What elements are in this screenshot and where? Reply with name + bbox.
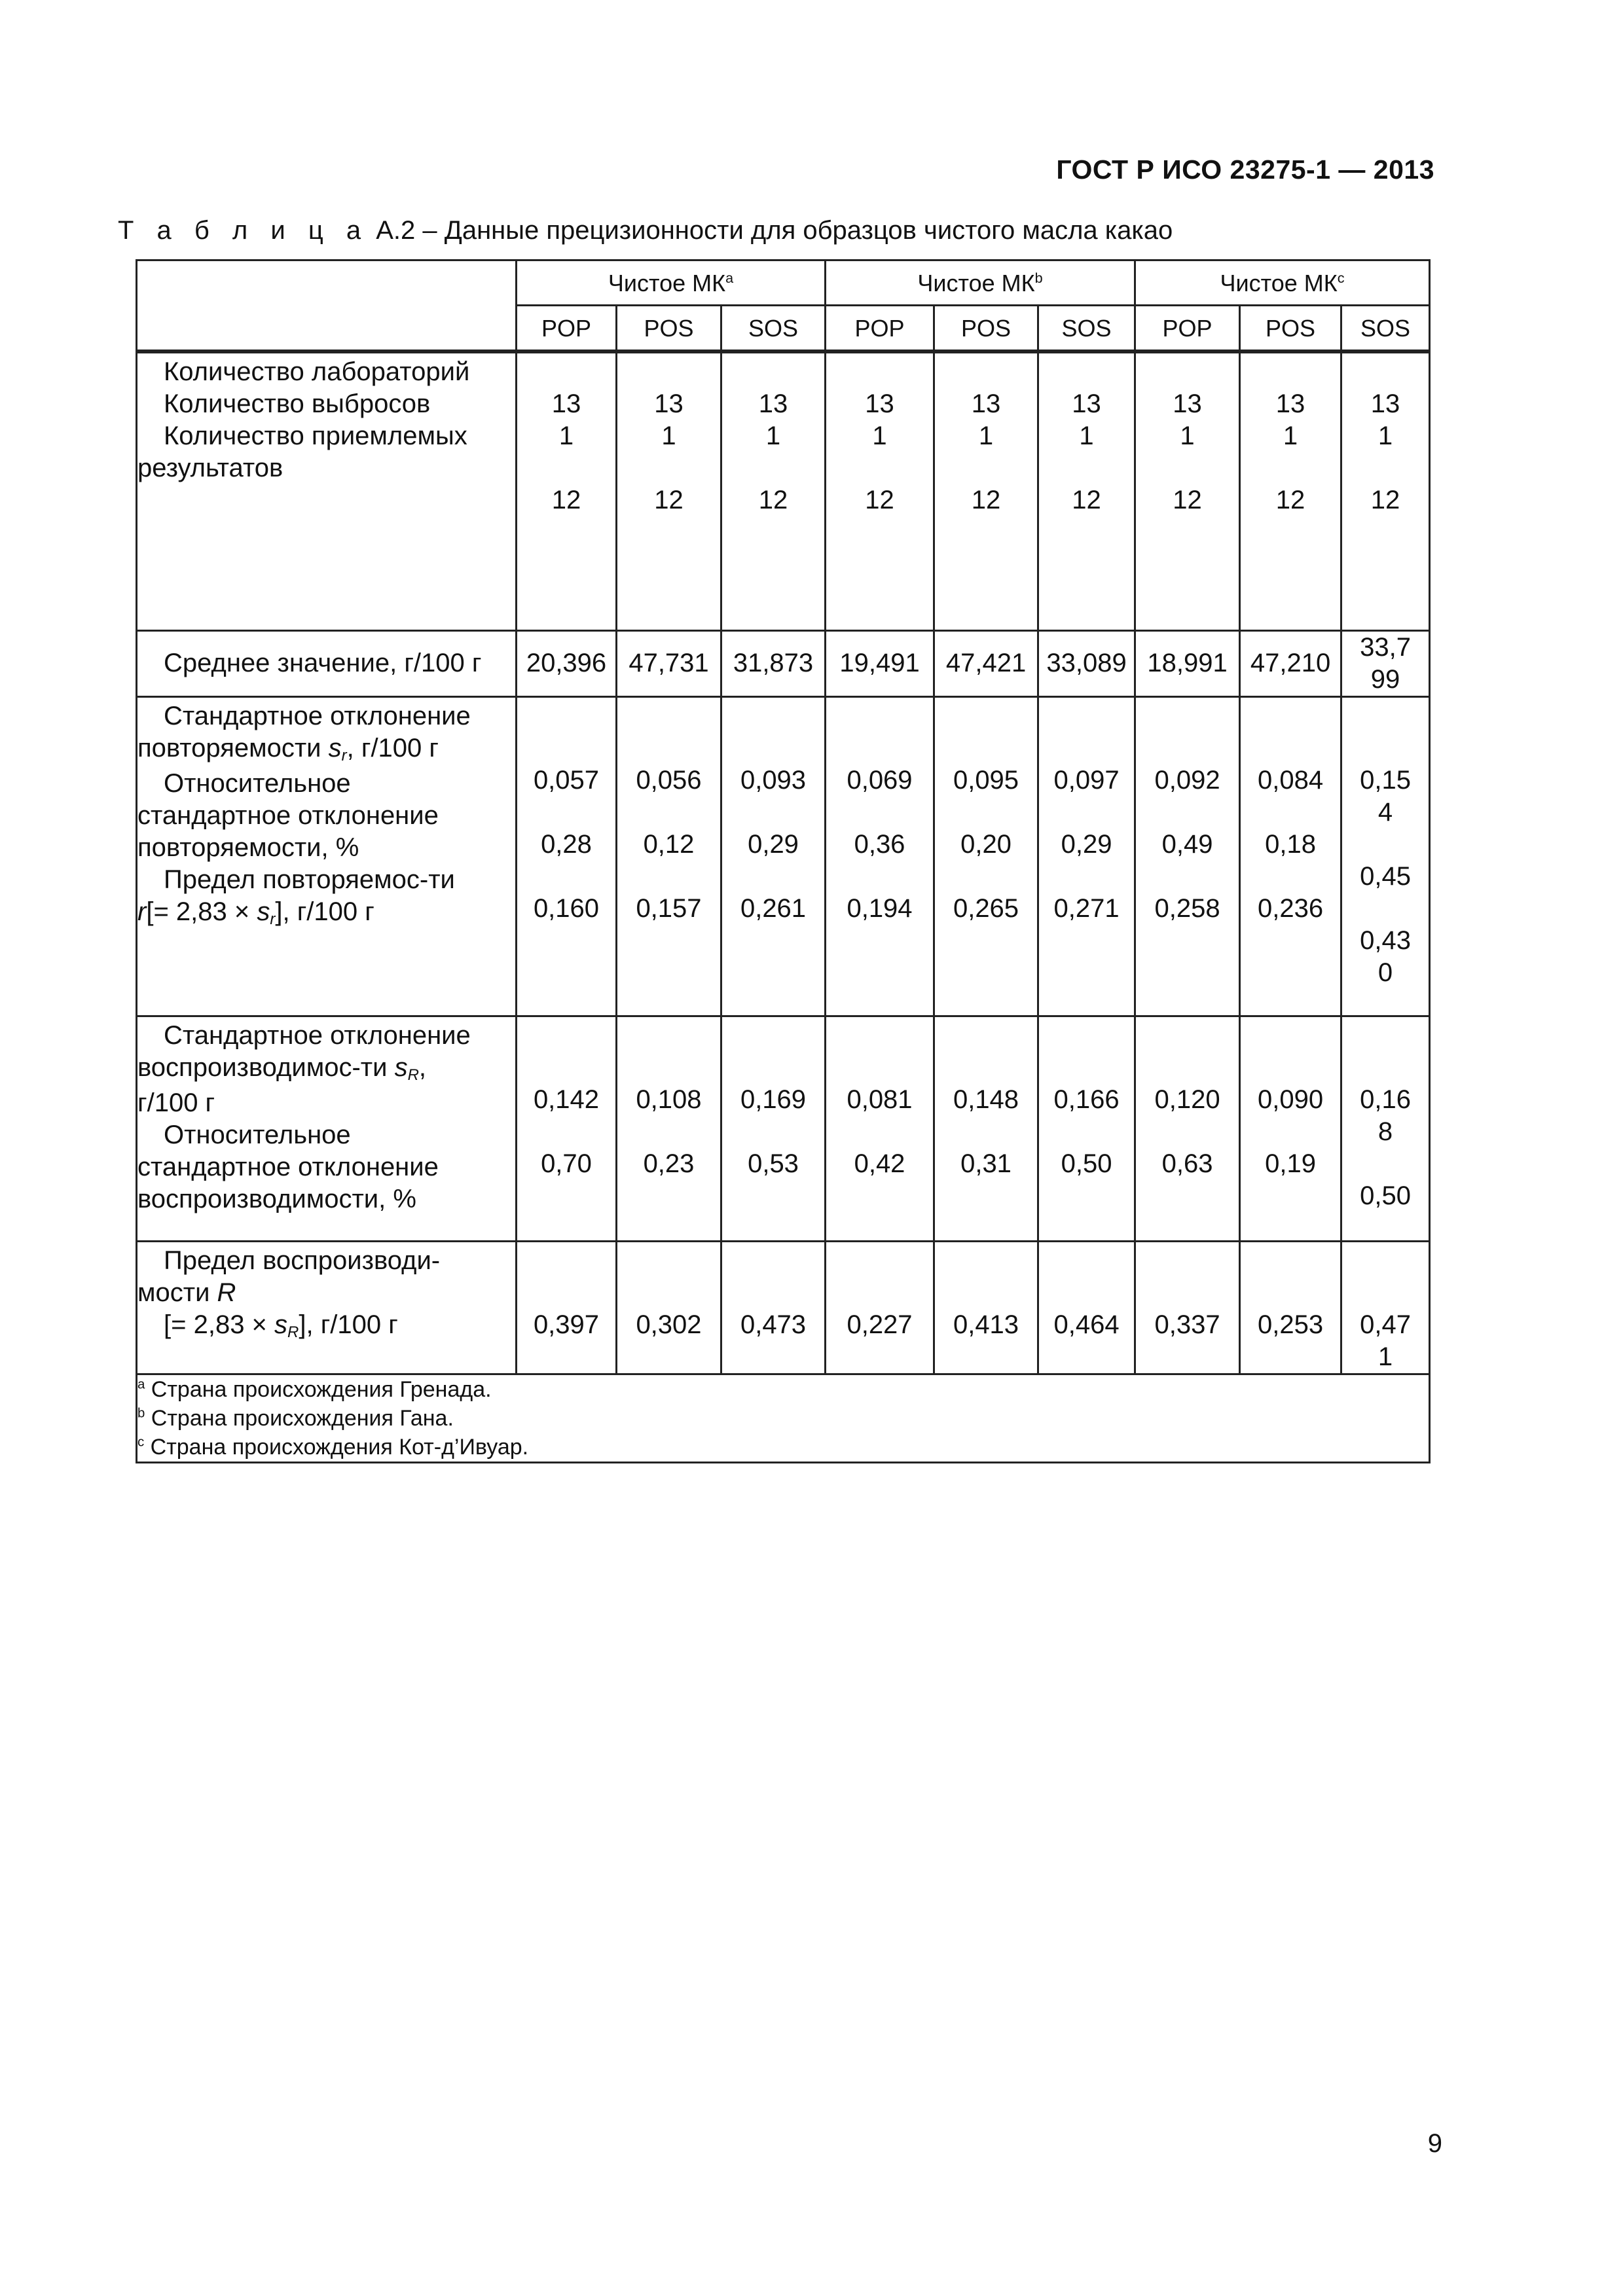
row-label-line: Среднее значение, г/100 г <box>164 649 482 677</box>
label-fragment: ], г/100 г <box>299 1310 398 1339</box>
row-label-line <box>137 1277 515 1309</box>
table-cell <box>517 1241 617 1374</box>
cell-value: 12 <box>1072 486 1101 514</box>
cell-value: 13 <box>1173 389 1202 418</box>
cell-value: 1 <box>1283 422 1298 450</box>
table-cell <box>1135 1241 1240 1374</box>
table-cell <box>934 351 1038 630</box>
symbol-sub: r <box>341 746 347 764</box>
table-cell <box>1135 630 1240 696</box>
cell-value: 0,148 <box>953 1085 1019 1114</box>
footnote <box>137 1404 1429 1433</box>
header-corner <box>137 260 517 352</box>
table-cell <box>1240 630 1341 696</box>
cell-value: 47,421 <box>945 649 1027 677</box>
header-row-groups <box>137 260 1430 306</box>
cell-value: 12 <box>865 486 894 514</box>
cell-gap <box>1039 452 1134 484</box>
table-cell <box>1341 696 1430 1016</box>
subcol-header: SOS <box>1038 306 1135 352</box>
cell-value: 0,53 <box>748 1149 799 1178</box>
table-cell <box>517 696 617 1016</box>
cell-value: 0,23 <box>643 1149 695 1178</box>
group-header-a-sup: a <box>725 269 734 286</box>
row-label-line: Предел повторяемос-ти <box>164 865 455 894</box>
table-cell <box>934 1241 1038 1374</box>
table-cell <box>1240 1241 1341 1374</box>
cell-gap <box>517 452 615 484</box>
label-fragment: , г/100 г <box>346 733 439 762</box>
cell-value: 99 <box>1370 664 1400 694</box>
cell-value: 1 <box>872 422 887 450</box>
cell-gap <box>935 452 1037 484</box>
table-cell <box>934 630 1038 696</box>
row-label-reproducibility <box>137 1016 517 1241</box>
table-cell <box>826 696 934 1016</box>
cell-value: 0,253 <box>1257 1310 1324 1339</box>
cell-value: 47,731 <box>629 649 709 677</box>
symbol-sub: R <box>287 1323 299 1341</box>
cell-value: 0,42 <box>854 1149 905 1178</box>
footnote <box>137 1433 1429 1462</box>
symbol-s: s <box>257 897 270 926</box>
cell-value: 0,397 <box>533 1310 600 1339</box>
cell-gap <box>826 861 933 893</box>
cell-value: 0,47 <box>1360 1310 1411 1339</box>
table-cell <box>1038 630 1135 696</box>
table-caption-prefix: Т а б л и ц а <box>118 216 369 245</box>
cell-value: 0,090 <box>1257 1085 1324 1114</box>
cell-gap <box>826 1116 933 1148</box>
row-label-line <box>137 1309 515 1344</box>
cell-value: 0,258 <box>1154 893 1220 923</box>
symbol-sub: R <box>407 1066 419 1084</box>
cell-value: 0,160 <box>533 893 600 923</box>
cell-value: 19,491 <box>839 649 920 677</box>
cell-gap <box>1241 452 1340 484</box>
cell-gap <box>935 797 1037 829</box>
cell-value: 1 <box>1377 422 1393 450</box>
table-cell <box>1240 696 1341 1016</box>
group-header-c <box>1135 260 1430 306</box>
cell-gap <box>722 452 824 484</box>
cell-gap <box>1241 797 1340 829</box>
cell-value: 0,157 <box>636 893 702 923</box>
cell-value: 0,069 <box>847 765 913 795</box>
table-cell <box>826 351 934 630</box>
cell-gap <box>617 797 720 829</box>
table-cell <box>934 1016 1038 1241</box>
cell-value: 0,084 <box>1257 765 1324 795</box>
cell-value: 0,081 <box>847 1085 913 1114</box>
group-header-a-label: Чистое МК <box>608 269 726 296</box>
label-fragment: , <box>418 1052 427 1082</box>
subcol-header: POS <box>1240 306 1341 352</box>
cell-value: 0,15 <box>1360 765 1411 795</box>
row-label-line: Относительное <box>164 1120 351 1149</box>
row-label-labs <box>137 351 517 630</box>
cell-gap <box>722 797 824 829</box>
table-cell <box>721 1016 826 1241</box>
table-row-labs <box>137 351 1430 630</box>
table-row-repro-limit <box>137 1241 1430 1374</box>
cell-gap <box>1039 861 1134 893</box>
cell-value: 13 <box>1275 389 1305 418</box>
table-cell <box>617 696 721 1016</box>
table-cell <box>517 1016 617 1241</box>
table-cell <box>1240 351 1341 630</box>
cell-value: 0,28 <box>541 829 592 859</box>
footnote-text: Страна происхождения Гренада. <box>145 1376 492 1402</box>
table-row-footnotes <box>137 1374 1430 1462</box>
table-row-mean <box>137 630 1430 696</box>
row-label-line: Стандартное отклонение <box>164 701 471 730</box>
table-cell <box>617 630 721 696</box>
row-label-repro-limit <box>137 1241 517 1374</box>
cell-value: 0,16 <box>1360 1085 1411 1114</box>
table-cell <box>1038 696 1135 1016</box>
document-id: ГОСТ Р ИСО 23275-1 — 2013 <box>1056 154 1434 185</box>
row-label-line: результатов <box>137 454 283 482</box>
row-label-line <box>137 1052 515 1087</box>
row-label-line: воспроизводимости, % <box>137 1184 416 1213</box>
cell-value: 13 <box>1072 389 1101 418</box>
cell-value: 13 <box>654 389 684 418</box>
cell-gap <box>1136 1116 1239 1148</box>
precision-table <box>136 259 1431 1463</box>
row-label-line: повторяемости, % <box>137 833 359 862</box>
row-label-line: г/100 г <box>137 1088 215 1117</box>
group-header-b-sup: b <box>1034 269 1043 286</box>
footnote <box>137 1375 1429 1404</box>
subcol-header: POP <box>1135 306 1240 352</box>
table-cell <box>1038 351 1135 630</box>
cell-value: 0,227 <box>847 1310 913 1339</box>
table-cell <box>1341 630 1430 696</box>
cell-value: 1 <box>978 422 994 450</box>
cell-value: 0,265 <box>953 893 1019 923</box>
table-cell <box>1135 1016 1240 1241</box>
table-cell <box>1135 351 1240 630</box>
cell-value: 0,271 <box>1053 893 1120 923</box>
row-label-line: Количество приемлемых <box>164 422 467 450</box>
cell-value: 12 <box>1370 486 1400 514</box>
page-number: 9 <box>1427 2129 1442 2158</box>
cell-gap <box>826 452 933 484</box>
cell-value: 0,413 <box>953 1310 1019 1339</box>
group-header-b <box>826 260 1135 306</box>
cell-value: 12 <box>971 486 1001 514</box>
subcol-header: POS <box>617 306 721 352</box>
cell-value: 0,097 <box>1053 765 1120 795</box>
cell-value: 0 <box>1377 958 1393 987</box>
footnote-marker: a <box>137 1377 145 1392</box>
row-label-mean <box>137 630 517 696</box>
cell-gap <box>1136 452 1239 484</box>
cell-value: 0,092 <box>1154 765 1220 795</box>
table-cell <box>826 1016 934 1241</box>
label-fragment: повторяемости <box>137 733 329 762</box>
table-cell <box>617 1016 721 1241</box>
cell-value: 13 <box>551 389 581 418</box>
label-fragment: ], г/100 г <box>275 897 374 926</box>
cell-value: 31,873 <box>733 649 814 677</box>
cell-value: 18,991 <box>1147 649 1228 677</box>
row-label-repeatability <box>137 696 517 1016</box>
table-cell <box>1038 1241 1135 1374</box>
cell-value: 47,210 <box>1250 649 1331 677</box>
cell-value: 1 <box>1180 422 1195 450</box>
cell-value: 4 <box>1377 797 1393 827</box>
table-cell <box>1341 1241 1430 1374</box>
cell-value: 0,29 <box>748 829 799 859</box>
cell-value: 13 <box>1370 389 1400 418</box>
symbol-sub: r <box>270 910 276 928</box>
cell-value: 0,49 <box>1161 829 1213 859</box>
footnote-text: Страна происхождения Гана. <box>145 1405 454 1431</box>
table-cell <box>617 351 721 630</box>
subcol-header: POP <box>826 306 934 352</box>
table-cell <box>721 351 826 630</box>
cell-value: 0,108 <box>636 1085 702 1114</box>
group-header-c-label: Чистое МК <box>1220 269 1338 296</box>
table-cell <box>721 696 826 1016</box>
row-label-line <box>137 732 515 768</box>
footnote-text: Страна происхождения Кот-д’Ивуар. <box>144 1434 529 1460</box>
cell-gap <box>1241 1116 1340 1148</box>
cell-value: 12 <box>551 486 581 514</box>
table-cell <box>1135 696 1240 1016</box>
subcol-header: SOS <box>721 306 826 352</box>
subcol-header: POS <box>934 306 1038 352</box>
cell-value: 0,166 <box>1053 1085 1120 1114</box>
cell-value: 0,302 <box>636 1310 702 1339</box>
cell-gap <box>1342 829 1429 861</box>
cell-value: 0,20 <box>960 829 1012 859</box>
cell-value: 0,473 <box>740 1310 807 1339</box>
table-caption-text: А.2 – Данные прецизионности для образцов чистого масла какао <box>376 216 1173 245</box>
cell-gap <box>826 797 933 829</box>
footnote-marker: b <box>137 1406 145 1421</box>
symbol-R: R <box>217 1278 236 1307</box>
table-cell <box>1341 351 1430 630</box>
cell-gap <box>1136 797 1239 829</box>
cell-value: 1 <box>1079 422 1094 450</box>
cell-value: 0,056 <box>636 765 702 795</box>
cell-value: 13 <box>865 389 894 418</box>
cell-gap <box>617 1116 720 1148</box>
table-cell <box>1038 1016 1135 1241</box>
cell-value: 0,50 <box>1061 1149 1112 1178</box>
cell-gap <box>517 797 615 829</box>
cell-value: 0,43 <box>1360 925 1411 955</box>
symbol-s: s <box>394 1052 408 1082</box>
cell-value: 12 <box>1275 486 1305 514</box>
cell-value: 1 <box>1377 1342 1393 1371</box>
cell-value: 1 <box>558 422 574 450</box>
cell-value: 1 <box>661 422 676 450</box>
symbol-r: r <box>137 897 147 926</box>
cell-gap <box>1342 1148 1429 1180</box>
table-cell <box>617 1241 721 1374</box>
symbol-s: s <box>274 1310 288 1339</box>
table-cell <box>721 1241 826 1374</box>
cell-value: 0,095 <box>953 765 1019 795</box>
cell-value: 0,19 <box>1265 1149 1316 1178</box>
cell-value: 0,261 <box>740 893 807 923</box>
row-label-line: Количество лабораторий <box>164 357 470 386</box>
cell-value: 0,464 <box>1053 1310 1120 1339</box>
group-header-c-sup: c <box>1337 269 1345 286</box>
cell-value: 0,50 <box>1360 1181 1411 1210</box>
cell-value: 12 <box>1173 486 1202 514</box>
table-cell <box>721 630 826 696</box>
cell-gap <box>935 861 1037 893</box>
table-cell <box>1240 1016 1341 1241</box>
cell-value: 0,057 <box>533 765 600 795</box>
footnote-marker: c <box>137 1435 145 1450</box>
cell-gap <box>935 1116 1037 1148</box>
cell-value: 0,093 <box>740 765 807 795</box>
label-fragment: воспроизводимос-ти <box>137 1052 395 1082</box>
cell-gap <box>1342 452 1429 484</box>
cell-value: 0,169 <box>740 1085 807 1114</box>
row-label-line: Предел воспроизводи- <box>164 1246 441 1275</box>
cell-gap <box>617 452 720 484</box>
cell-value: 1 <box>765 422 781 450</box>
cell-value: 0,36 <box>854 829 905 859</box>
cell-value: 33,7 <box>1360 632 1411 662</box>
label-fragment: мости <box>137 1278 217 1307</box>
cell-gap <box>1241 861 1340 893</box>
table-row-reproducibility <box>137 1016 1430 1241</box>
row-label-line <box>137 896 515 931</box>
cell-gap <box>1039 1116 1134 1148</box>
cell-gap <box>722 1116 824 1148</box>
cell-value: 12 <box>654 486 684 514</box>
table-cell <box>826 630 934 696</box>
cell-value: 0,45 <box>1360 861 1411 891</box>
cell-value: 0,70 <box>541 1149 592 1178</box>
cell-value: 13 <box>971 389 1001 418</box>
cell-gap <box>617 861 720 893</box>
cell-value: 0,31 <box>960 1149 1012 1178</box>
cell-value: 0,12 <box>643 829 695 859</box>
table-cell <box>517 351 617 630</box>
cell-gap <box>1136 861 1239 893</box>
table-caption <box>118 216 1173 245</box>
row-label-line: Относительное <box>164 768 351 798</box>
label-fragment: [= 2,83 × <box>146 897 257 926</box>
cell-value: 0,194 <box>847 893 913 923</box>
table-cell <box>517 630 617 696</box>
cell-value: 20,396 <box>526 649 607 677</box>
cell-gap <box>722 861 824 893</box>
cell-value: 13 <box>758 389 788 418</box>
row-label-line: Стандартное отклонение <box>164 1020 471 1050</box>
cell-gap <box>517 1116 615 1148</box>
subcol-header: POP <box>517 306 617 352</box>
cell-value: 33,089 <box>1046 649 1127 677</box>
table-cell <box>934 696 1038 1016</box>
row-label-line: стандартное отклонение <box>137 1152 439 1181</box>
cell-gap <box>517 861 615 893</box>
cell-gap <box>1342 893 1429 925</box>
row-label-line: стандартное отклонение <box>137 800 439 830</box>
cell-value: 0,63 <box>1161 1149 1213 1178</box>
table-row-repeatability <box>137 696 1430 1016</box>
subcol-header: SOS <box>1341 306 1430 352</box>
label-fragment: [= 2,83 × <box>164 1310 275 1339</box>
row-label-line: Количество выбросов <box>164 389 431 418</box>
cell-gap <box>1039 797 1134 829</box>
cell-value: 0,29 <box>1061 829 1112 859</box>
table-cell <box>1341 1016 1430 1241</box>
cell-value: 0,337 <box>1154 1310 1220 1339</box>
group-header-a <box>517 260 826 306</box>
cell-value: 12 <box>758 486 788 514</box>
cell-value: 0,236 <box>1257 893 1324 923</box>
symbol-s: s <box>328 733 342 762</box>
table-footnotes <box>137 1374 1430 1462</box>
cell-value: 0,120 <box>1154 1085 1220 1114</box>
table-cell <box>826 1241 934 1374</box>
group-header-b-label: Чистое МК <box>917 269 1035 296</box>
cell-value: 0,18 <box>1265 829 1316 859</box>
cell-value: 8 <box>1377 1117 1393 1146</box>
cell-value: 0,142 <box>533 1085 600 1114</box>
